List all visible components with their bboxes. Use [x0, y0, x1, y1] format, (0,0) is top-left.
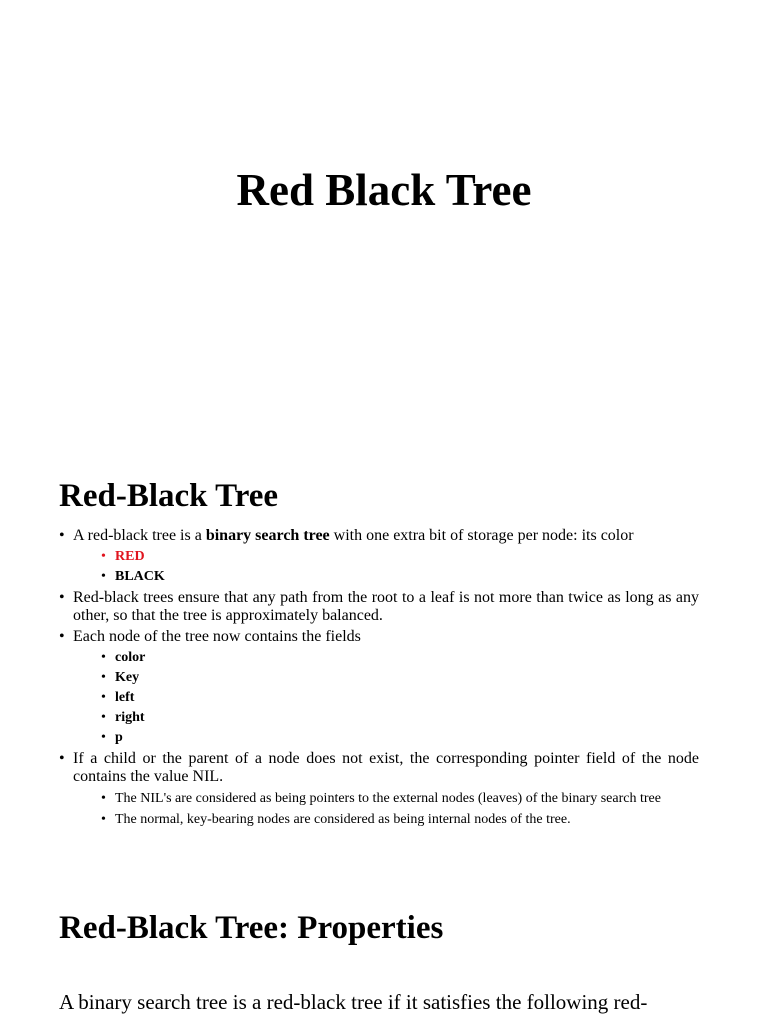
field-item-right: • right: [101, 708, 699, 728]
color-list: [73, 547, 699, 587]
field-item-left: • left: [101, 688, 699, 708]
nil-list: [73, 790, 699, 828]
bullet-definition-pre: A red-black tree is a: [73, 527, 206, 544]
bullet-nil: [59, 750, 699, 828]
color-item-red: • RED: [101, 547, 699, 567]
nil-item-internal: • The normal, key-bearing nodes are considered as being internal nodes of the tree.: [101, 811, 699, 828]
section-heading-red-black-tree: Red-Black Tree: [59, 478, 279, 514]
section-heading-properties: Red-Black Tree: Properties: [59, 910, 444, 946]
page-title: Red Black Tree: [236, 165, 532, 215]
bullet-definition: [59, 527, 699, 587]
bullet-definition-bold: binary search tree: [205, 527, 330, 544]
color-item-black: • BLACK: [101, 567, 699, 587]
section-bullet-list: [59, 527, 699, 832]
field-item-p: • p: [101, 728, 699, 748]
bullet-balance: • Red-black trees ensure that any path from the root to a leaf is not more than twice as long as any other, so that the tree is approximately balanced.: [59, 589, 699, 625]
nil-item-external: • The NIL's are considered as being pointers to the external nodes (leaves) of the binary search tree: [101, 790, 699, 807]
field-item-color: • color: [101, 648, 699, 668]
bullet-fields: [59, 628, 699, 748]
field-list: [73, 648, 699, 748]
bullet-nil-text: If a child or the parent of a node does not exist, the corresponding pointer field of the node contains the value NIL.: [73, 750, 699, 785]
bullet-fields-text: Each node of the tree now contains the fields: [73, 628, 361, 645]
properties-paragraph: A binary search tree is a red-black tree if it satisfies the following red-: [59, 990, 648, 1014]
bullet-definition-post: with one extra bit of storage per node: its color: [329, 527, 634, 544]
field-item-key: • Key: [101, 668, 699, 688]
